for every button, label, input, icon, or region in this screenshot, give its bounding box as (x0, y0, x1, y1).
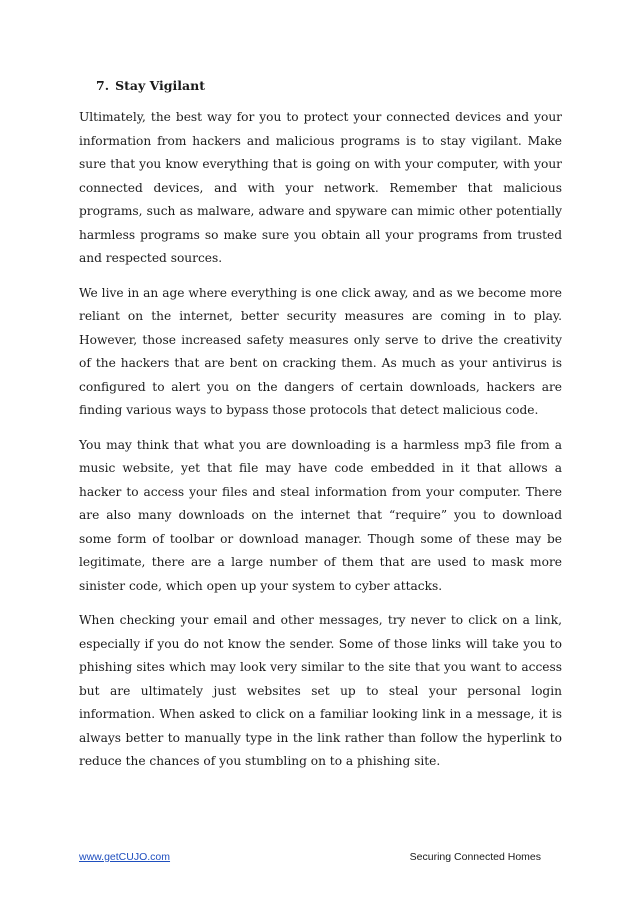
body-text (79, 106, 562, 785)
section-number: 7. (96, 78, 110, 93)
paragraph-3: You may think that what you are downloading is a harmless mp3 file from a music website, yet that file may have code embedded in it that allows a hacker to access your files and steal information from your computer. There are also many downloads on the internet that “require” you to download some form of toolbar or download manager. Though some of these may be legitimate, there are a large number of them that are used to mask more sinister code, which open up your system to cyber attacks. (79, 437, 562, 593)
footer-document-title: Securing Connected Homes (409, 851, 541, 863)
paragraph-1: Ultimately, the best way for you to protect your connected devices and your information from hackers and malicious programs is to stay vigilant. Make sure that you know everything that is going on with your computer, with your connected devices, and with your network. Remember that malicious programs, such as malware, adware and spyware can mimic other potentially harmless programs so make sure you obtain all your programs from trusted and respected sources. (79, 110, 562, 265)
section-heading (96, 78, 205, 94)
footer-website-link[interactable]: www.getCUJO.com (79, 851, 171, 863)
paragraph-4: When checking your email and other messages, try never to click on a link, especially if you do not know the sender. Some of those links will take you to phishing sites which may look very similar to the site that you want to access but are ultimately just websites set up to steal your personal login information. When asked to click on a familiar looking link in a message, it is always better to manually type in the link rather than follow the hyperlink to reduce the chances of you stumbling on to a phishing site. (79, 613, 562, 768)
section-title: Stay Vigilant (115, 78, 206, 93)
paragraph-2: We live in an age where everything is one click away, and as we become more reliant on the internet, better security measures are coming in to play. However, those increased safety measures only serve to drive the creativity of the hackers that are bent on cracking them. As much as your antivirus is configured to alert you on the dangers of certain downloads, hackers are finding various ways to bypass those protocols that detect malicious code. (79, 285, 562, 417)
